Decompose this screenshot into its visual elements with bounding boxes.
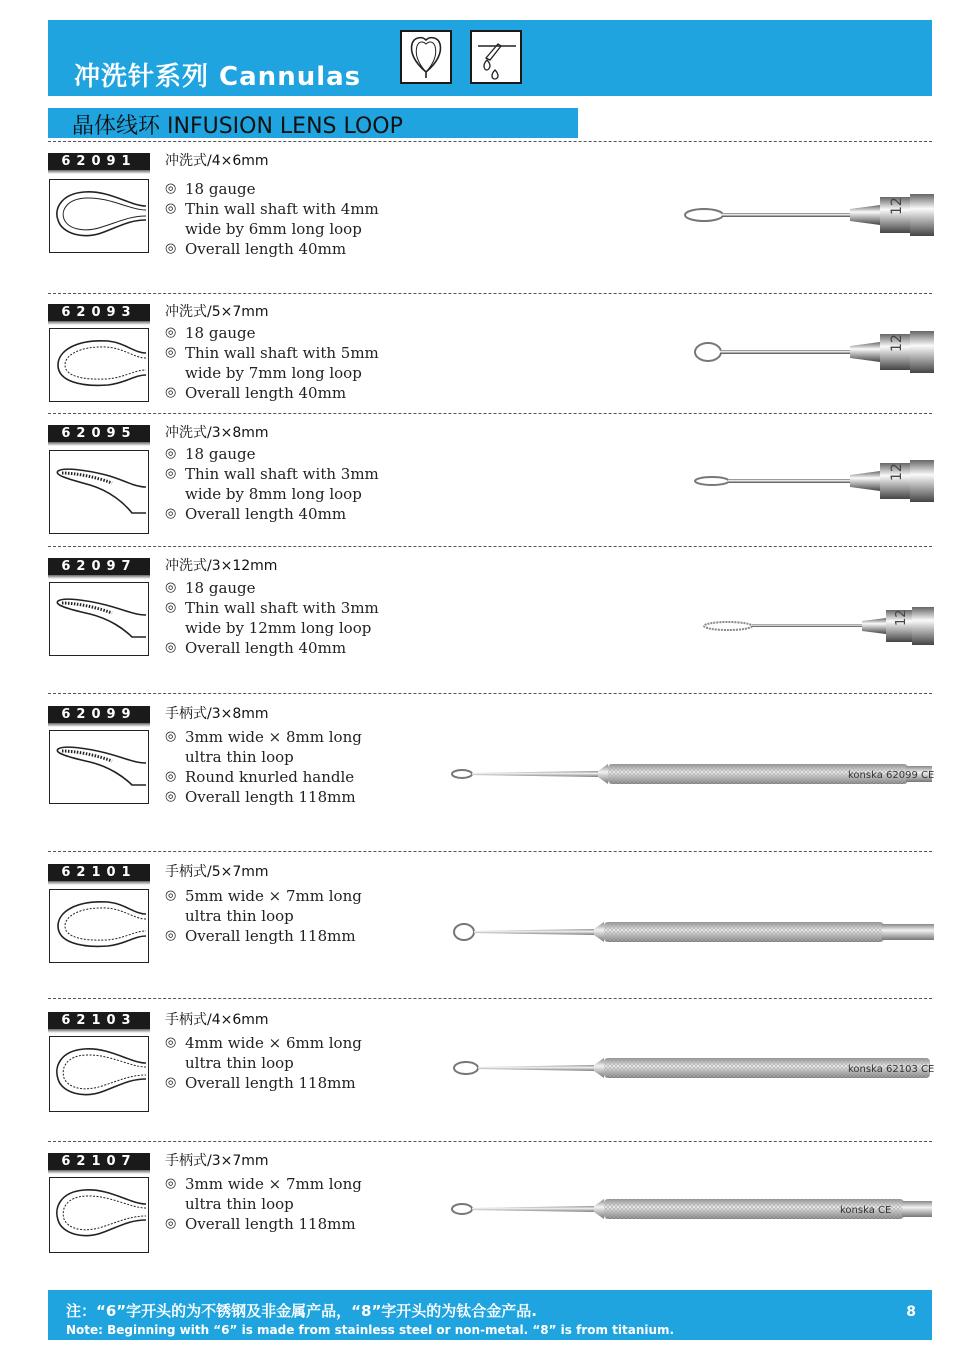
page-number: 8 [906, 1304, 916, 1320]
page-header [48, 20, 932, 96]
divider [48, 293, 932, 294]
product-variant: 手柄式/5×7mm [165, 864, 269, 880]
divider [48, 546, 932, 547]
spec-item: ◎ Overall length 118mm [165, 926, 362, 946]
product-variant: 冲洗式/3×8mm [165, 425, 269, 441]
spec-item: ultra thin loop [185, 1054, 294, 1072]
product-code: 62093 [48, 304, 150, 321]
page-title: 冲洗针系列 Cannulas [74, 62, 362, 92]
spec-list [165, 727, 362, 807]
spec-item: ◎ Thin wall shaft with 4mm [165, 199, 379, 219]
svg-text:12: 12 [889, 334, 905, 352]
spec-list [165, 179, 379, 259]
handle-instrument-image [448, 918, 938, 946]
spec-item: ◎ 18 gauge [165, 578, 379, 598]
product-variant: 冲洗式/5×7mm [165, 304, 269, 320]
spec-item: ◎ Overall length 40mm [165, 504, 379, 524]
handle-instrument-image [448, 1054, 938, 1082]
loop-diagram-narrow [49, 582, 149, 656]
product-code: 62097 [48, 558, 150, 575]
handle-instrument-image [448, 760, 938, 788]
cannula-image [690, 328, 940, 376]
divider [48, 141, 932, 142]
spec-item: ◎ Thin wall shaft with 5mm [165, 343, 379, 363]
divider [48, 998, 932, 999]
product-code: 62099 [48, 706, 150, 723]
product-code: 62103 [48, 1012, 150, 1029]
handle-marking: konska CE [840, 1205, 892, 1216]
cannula-image [690, 457, 940, 505]
product-variant: 手柄式/3×7mm [165, 1153, 269, 1169]
spec-item: ◎ 18 gauge [165, 179, 379, 199]
product-code: 62101 [48, 864, 150, 881]
spec-list [165, 886, 362, 946]
spec-item: ◎ Overall length 118mm [165, 1214, 362, 1234]
product-code: 62095 [48, 425, 150, 442]
spec-item: ◎ Thin wall shaft with 3mm [165, 464, 379, 484]
svg-text:12: 12 [889, 463, 905, 481]
loop-diagram-oval [49, 1036, 149, 1112]
product-variant: 手柄式/3×8mm [165, 706, 269, 722]
product-code: 62107 [48, 1153, 150, 1170]
spec-item: ◎ Thin wall shaft with 3mm [165, 598, 379, 618]
spec-item: ◎ 18 gauge [165, 323, 379, 343]
spec-item: ◎ 3mm wide × 7mm long [165, 1174, 362, 1194]
svg-text:12: 12 [889, 197, 905, 215]
spec-item: ultra thin loop [185, 907, 294, 925]
product-variant: 手柄式/4×6mm [165, 1012, 269, 1028]
spec-item: ◎ Overall length 118mm [165, 787, 362, 807]
spec-item: ◎ 3mm wide × 8mm long [165, 727, 362, 747]
product-code: 62091 [48, 153, 150, 170]
irrigation-drop-icon [470, 30, 522, 84]
spec-item: ◎ Overall length 118mm [165, 1073, 362, 1093]
divider [48, 413, 932, 414]
spec-item: wide by 8mm long loop [185, 485, 362, 503]
handle-marking: konska 62099 CE [848, 770, 935, 781]
loop-icon [400, 30, 452, 84]
spec-item: ◎ 5mm wide × 7mm long [165, 886, 362, 906]
footer-note-chinese: 注：“6”字开头的为不锈钢及非金属产品，“8”字开头的为钛合金产品. [66, 1302, 538, 1320]
spec-list [165, 578, 379, 658]
divider [48, 851, 932, 852]
spec-item: ◎ Overall length 40mm [165, 239, 379, 259]
spec-item: ◎ Round knurled handle [165, 767, 362, 787]
spec-item: ◎ 4mm wide × 6mm long [165, 1033, 362, 1053]
loop-diagram-oval [49, 1177, 149, 1253]
handle-instrument-image [448, 1195, 938, 1223]
product-variant: 冲洗式/3×12mm [165, 558, 278, 574]
spec-item: ultra thin loop [185, 748, 294, 766]
spec-list [165, 1174, 362, 1234]
loop-diagram-narrow [49, 730, 149, 804]
product-variant: 冲洗式/4×6mm [165, 153, 269, 169]
spec-item: wide by 7mm long loop [185, 364, 362, 382]
loop-diagram-narrow [49, 450, 149, 534]
loop-diagram-round [49, 328, 149, 402]
spec-item: ◎ 18 gauge [165, 444, 379, 464]
cannula-image [680, 191, 940, 239]
spec-item: ultra thin loop [185, 1195, 294, 1213]
divider [48, 693, 932, 694]
divider [48, 1141, 932, 1142]
svg-text:12: 12 [894, 609, 909, 626]
spec-item: ◎ Overall length 40mm [165, 383, 379, 403]
footer-note-english: Note: Beginning with “6” is made from stainless steel or non-metal. “8” is from titanium. [66, 1323, 675, 1337]
spec-item: ◎ Overall length 40mm [165, 638, 379, 658]
spec-item: wide by 6mm long loop [185, 220, 362, 238]
cannula-image [700, 604, 940, 648]
loop-diagram-oval [49, 179, 149, 253]
spec-list [165, 323, 379, 403]
section-title-text: 晶体线环 INFUSION LENS LOOP [72, 114, 403, 139]
section-title [48, 108, 578, 138]
spec-list [165, 1033, 362, 1093]
page-footer [48, 1290, 932, 1340]
handle-marking: konska 62103 CE [848, 1064, 935, 1075]
loop-diagram-round [49, 889, 149, 963]
spec-list [165, 444, 379, 524]
spec-item: wide by 12mm long loop [185, 619, 372, 637]
